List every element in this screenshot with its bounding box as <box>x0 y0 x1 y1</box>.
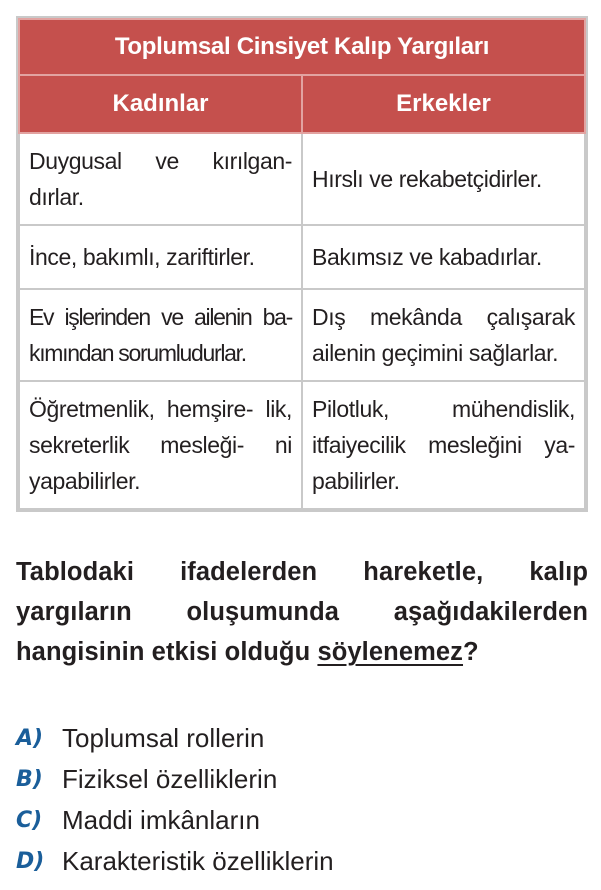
option-b-letter: B) <box>16 767 43 792</box>
cell-women-2: İnce, bakımlı, zariftirler. <box>19 225 302 289</box>
option-b[interactable] <box>16 759 588 800</box>
cell-men-1: Hırslı ve rekabetçidirler. <box>302 133 585 225</box>
table-header-row <box>19 75 585 133</box>
stereotype-table <box>16 16 588 512</box>
option-d[interactable] <box>16 841 588 882</box>
table-row <box>19 225 585 289</box>
question-mark: ? <box>463 638 479 666</box>
table-title: Toplumsal Cinsiyet Kalıp Yargıları <box>19 19 585 75</box>
header-women: Kadınlar <box>19 75 302 133</box>
cell-men-4: Pilotluk, mühendislik, itfaiyecilik mesleğini ya- pabilirler. <box>302 381 585 509</box>
table-row <box>19 289 585 381</box>
cell-men-2: Bakımsız ve kabadırlar. <box>302 225 585 289</box>
question-stem: Tablodaki ifadelerden hareketle, kalıp yargıların oluşumunda aşağıdakilerden hangisinin etkisi olduğu <box>16 558 588 666</box>
stereotype-table-grid <box>18 18 586 510</box>
option-a-letter: A) <box>16 726 44 751</box>
option-b-text: Fiziksel özelliklerin <box>62 764 278 794</box>
cell-women-3: Ev işlerinden ve ailenin ba- kımından sorumludurlar. <box>19 289 302 381</box>
option-d-text: Karakteristik özelliklerin <box>62 846 334 876</box>
option-d-letter: D) <box>16 849 45 874</box>
cell-women-4: Öğretmenlik, hemşire- lik, sekreterlik mesleği- ni yapabilirler. <box>19 381 302 509</box>
table-row <box>19 133 585 225</box>
option-c[interactable] <box>16 800 588 841</box>
cell-women-1: Duygusal ve kırılgan- dırlar. <box>19 133 302 225</box>
option-a[interactable] <box>16 718 588 759</box>
option-c-text: Maddi imkânların <box>62 805 260 835</box>
option-c-letter: C) <box>16 808 43 833</box>
table-title-row <box>19 19 585 75</box>
table-row <box>19 381 585 509</box>
question-underlined-word: söylenemez <box>317 638 464 666</box>
question-text <box>16 552 588 672</box>
header-men: Erkekler <box>302 75 585 133</box>
answer-options <box>16 718 588 882</box>
option-a-text: Toplumsal rollerin <box>62 723 265 753</box>
cell-men-3: Dış mekânda çalışarak ailenin geçimini sağlarlar. <box>302 289 585 381</box>
